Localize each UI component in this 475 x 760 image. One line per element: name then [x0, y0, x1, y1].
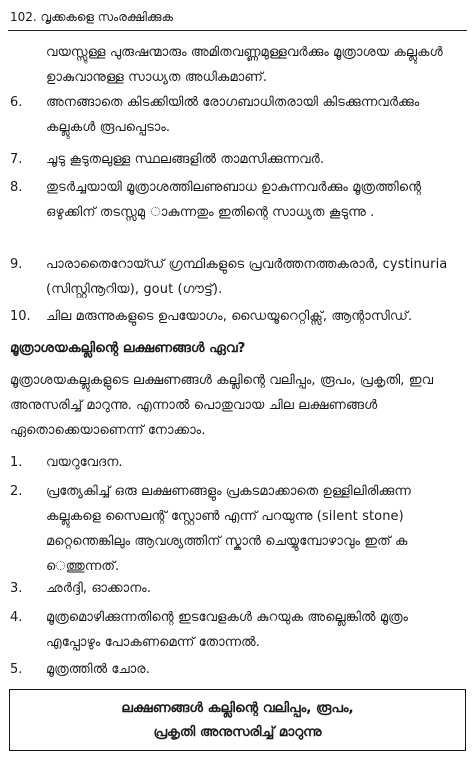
- list-text: ചൂടു കൂടുതലുള്ള സ്ഥലങ്ങളിൽ താമസിക്കുന്നവർ.: [46, 152, 325, 167]
- list-text: വയറുവേദന.: [46, 455, 123, 470]
- list-text: പ്രത്യേകിച്ച് ഒരു ലക്ഷണങ്ങളും പ്രകടമാക്കാതെ ഉള്ളിലിരിക്കുന്ന കല്ലുകളെ സൈലന്റ് സ്റ്റോൺ എന്ന് പറയുന്നു (silent stone) മറ്റെന്തെങ്കിലും ആവശ്യത്തിന് സ്കാൻ ചെയ്യുമ്പോഴാവും ഇത് ക െത്തുന്നത്.: [46, 484, 411, 574]
- callout-line-1: ലക്ഷണങ്ങൾ കല്ലിന്റെ വലിപ്പം, രൂപം,: [121, 700, 354, 716]
- list-text: ചില മരുന്നുകളുടെ ഉപയോഗം, ഡൈയൂറെറ്റിക്സ്, ആന്റാസിഡ്.: [46, 309, 413, 324]
- continuation-paragraph: വയസ്സുള്ള പുരുഷന്മാരും അമിതവണ്ണമുള്ളവർക്കും മൂത്രാശയ കല്ലുകൾ ഉാകുവാനുള്ള സാധ്യത അധികമാണ്.: [46, 45, 443, 85]
- list-text: അനങ്ങാതെ കിടക്കിയിൽ രോഗബാധിതരായി കിടക്കുന്നവർക്കും കല്ലുകൾ രൂപപ്പെടാം.: [46, 95, 420, 135]
- running-head: 102. വൃക്കകളെ സംരക്ഷിക്കുക: [10, 10, 173, 24]
- list-number: 3.: [10, 581, 23, 596]
- section-heading: മൂത്രാശയകല്ലിന്റെ ലക്ഷണങ്ങൾ ഏവ?: [10, 340, 246, 356]
- list-number: 7.: [10, 152, 23, 167]
- list-text: മൂത്രത്തിൽ ചോര.: [46, 662, 150, 677]
- list-text: പാരാതൈറോയ്ഡ് ഗ്രന്ഥികളുടെ പ്രവർത്തനത്തകരാർ, cystinuria (സിസ്റ്റിനൂറിയ), gout (ഗൗട്ട്).: [46, 257, 448, 297]
- callout-line-2: പ്രകൃതി അനുസരിച്ച് മാറുന്നു: [153, 724, 322, 740]
- list-number: 2.: [10, 484, 23, 499]
- intro-paragraph: മൂത്രാശയകല്ലുകളുടെ ലക്ഷണങ്ങൾ കല്ലിന്റെ വലിപ്പം, രൂപം, പ്രകൃതി, ഇവ അനുസരിച്ച് മാറുന്നു. എന്നാൽ പൊതുവായ ചില ലക്ഷണങ്ങൾ ഏതൊക്കെയാണെന്ന് നോക്കാം.: [10, 373, 434, 438]
- list-text: മൂത്രമൊഴിക്കുന്നതിന്റെ ഇടവേളകൾ കുറയുക അല്ലെങ്കിൽ മൂത്രം എപ്പോഴും പോകണമെന്ന് തോന്നൽ.: [46, 610, 409, 650]
- list-number: 6.: [10, 95, 23, 110]
- list-text: ഛർദ്ദി, ഓക്കാനം.: [46, 581, 152, 596]
- list-number: 8.: [10, 180, 23, 195]
- list-number: 10.: [10, 309, 31, 324]
- list-number: 1.: [10, 455, 23, 470]
- list-number: 9.: [10, 257, 23, 272]
- list-number: 5.: [10, 662, 23, 677]
- header-rule: [8, 30, 467, 31]
- list-number: 4.: [10, 610, 23, 625]
- callout-box: [9, 689, 466, 751]
- list-text: തുടർച്ചയായി മൂത്രാശത്തിലണുബാധ ഉാകുന്നവർക്കും മൂത്രത്തിന്റെ ഒഴുക്കിന് തടസ്സമു ാകുന്നതും ഇതിന്റെ സാധ്യത കൂടുന്നു .: [46, 180, 422, 220]
